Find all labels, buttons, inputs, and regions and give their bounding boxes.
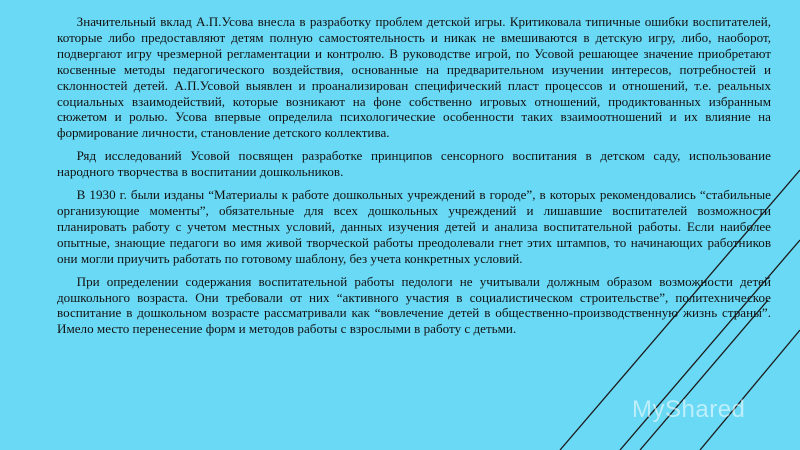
paragraph-3-text: В 1930 г. были изданы “Материалы к работе дошкольных учреждений в городе”, в которых рекомендовались “стабильные организующие моменты”, обязательные для всех дошкольных учреждений и лишавшие воспитателей возможности планировать работу с учетом местных условий, данных изучения детей и анализа воспитательной работы. Если наиболее опытные, знающие педагоги во имя живой творческой работы преодолевали гнет этих штампов, то начинающих работников они могли приучить работать по готовому шаблону, без учета конкретных условий. (57, 187, 771, 266)
body-text (57, 14, 771, 344)
paragraph-4-text: При определении содержания воспитательной работы педологи не учитывали должным образом возможности детей дошкольного возраста. Они требовали от них “активного участия в социалистическом строительстве”, политехническое воспитание в дошкольном возрасте рассматривали как “вовлечение детей в общественно-производственную жизнь страны”. Имело место перенесение форм и методов работы с взрослыми в работу с детьми. (57, 273, 771, 337)
paragraph-4 (57, 274, 771, 338)
paragraph-2 (57, 148, 771, 180)
watermark-text: MyShared (632, 396, 746, 423)
watermark (632, 396, 745, 424)
deco-line-3 (700, 330, 800, 450)
paragraph-3 (57, 187, 771, 267)
paragraph-2-text: Ряд исследований Усовой посвящен разработке принципов сенсорного воспитания в детском саду, использование народного творчества в воспитании дошкольников. (57, 148, 771, 180)
paragraph-1-text: Значительный вклад А.П.Усова внесла в разработку проблем детской игры. Критиковала типичные ошибки воспитателей, которые либо предоставляют детям полную самостоятельность и никак не вмешиваются в детскую игру, либо, наоборот, подвергают игру чрезмерной регламентации и контролю. В руководстве игрой, по Усовой решающее значение приобретают косвенные методы педагогического воздействия, основанные на предварительном изучении интересов, потребностей и склонностей детей. А.П.Усовой выявлен и проанализирован специфический пласт процессов и отношений, т.е. реальных социальных взаимодействий, которые возникают на фоне собственно игровых отношений, продиктованных избранным сюжетом и ролью. Усова впервые определила психологические особенности таких взаимоотношений и их влияние на формирование личности, становление детского коллектива. (57, 14, 771, 141)
paragraph-1 (57, 14, 771, 141)
